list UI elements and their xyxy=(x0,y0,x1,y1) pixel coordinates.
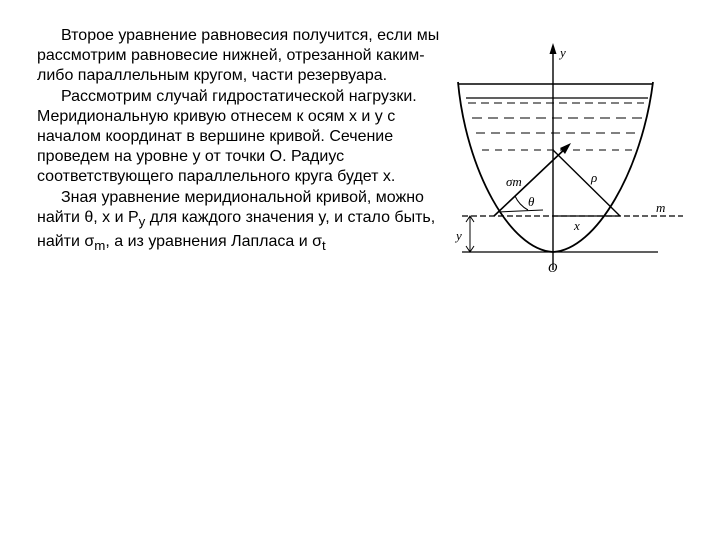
paragraph-2: Рассмотрим случай гидростатической нагрузки. Меридиональную кривую отнесем к осям x и y с началом координат в вершине кривой. Сечение проведем на уровне y от точки О. Радиус соответствующего параллельного круга будет x. xyxy=(37,87,417,186)
p3-text-middle: для каждого значения y, и стало быть, найти σ xyxy=(37,208,436,251)
paragraph-1: Второе уравнение равновесия получится, если мы рассмотрим равновесие нижней, отрезанной каким-либо параллельным кругом, части резервуара. xyxy=(37,27,440,85)
rho-label: ρ xyxy=(591,170,598,185)
paragraph-3 xyxy=(37,188,442,257)
p3-sub-m: m xyxy=(94,238,106,254)
p3-text-after: , а из уравнения Лапласа и σ xyxy=(105,233,322,251)
p3-sub-t: t xyxy=(321,238,326,254)
reservoir-diagram xyxy=(448,40,688,280)
theta-arc xyxy=(515,196,528,210)
origin-label: O xyxy=(548,260,558,275)
reservoir-figure xyxy=(448,40,688,280)
p3-text-before: Зная уравнение меридиональной кривой, можно найти θ, x и P xyxy=(37,188,424,226)
y-axis-arrow xyxy=(550,43,557,54)
x-label: x xyxy=(574,218,580,233)
level-m-label: m xyxy=(656,200,666,215)
text-content xyxy=(37,26,442,257)
stress-label: σm xyxy=(506,174,522,189)
y-axis-label: y xyxy=(560,45,566,60)
theta-label: θ xyxy=(528,194,535,209)
radius-of-curvature-line xyxy=(553,150,620,216)
stress-base-line xyxy=(498,210,543,212)
reservoir-outline xyxy=(458,82,653,252)
y-dimension-label: y xyxy=(456,228,462,243)
p3-sub-y: y xyxy=(138,214,146,230)
